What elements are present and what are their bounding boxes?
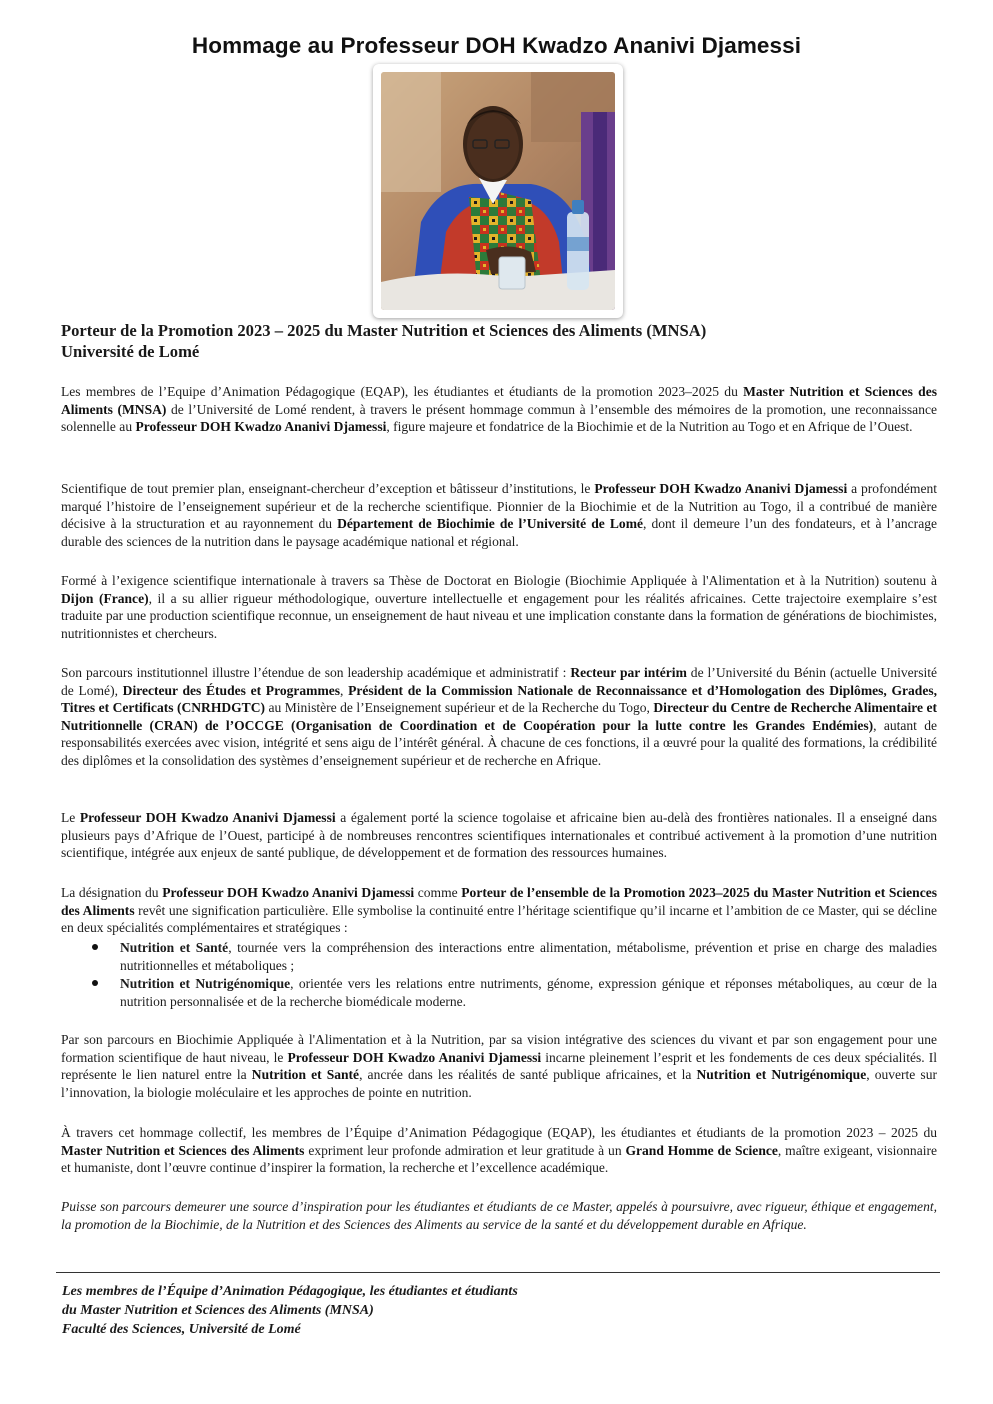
bold-text: Professeur DOH Kwadzo Ananivi Djamessi: [594, 481, 848, 496]
heading-line-1: Porteur de la Promotion 2023 – 2025 du Master Nutrition et Sciences des Aliments (MNSA): [61, 321, 707, 340]
paragraph-6: [61, 884, 937, 937]
heading-line-2: Université de Lomé: [61, 342, 200, 361]
closing-wish: Puisse son parcours demeurer une source d’inspiration pour les étudiantes et étudiants de ce Master, appelés à poursuivre, avec rigueur, éthique et engagement, la promotion de la Biochimie, de la Nutrition et des Sciences des Aliments au service de la santé et du développement durable en Afrique.: [61, 1199, 937, 1232]
signature-line-1: Les membres de l’Équipe d’Animation Pédagogique, les étudiantes et étudiants: [62, 1284, 518, 1299]
text: , orientée vers les relations entre nutriments, génome, expression génique et réponses métaboliques, au cœur de la nutrition personnalisée et de la recherche biomédicale moderne.: [120, 976, 937, 1009]
bold-text: Professeur DOH Kwadzo Ananivi Djamessi: [287, 1049, 542, 1065]
text: , ouverte sur l’innovation, la biologie moléculaire et les approches de pointe en nutrition.: [61, 1067, 937, 1100]
text: Son parcours institutionnel illustre l’étendue de son leadership académique et administratif :: [61, 665, 571, 680]
bold-text: Département de Biochimie de l’Université de Lomé: [337, 516, 644, 532]
paragraph-1: [61, 383, 937, 436]
text: , figure majeure et fondatrice de la Biochimie et de la Nutrition au Togo et en Afrique de l’Ouest.: [386, 419, 913, 435]
text: a profondément marqué l’histoire de l’enseignement supérieur et de la recherche scientifique. Pionnier de la Biochimie et de la Nutrition au Togo, il a contribué de manière décisive à la structuration et au rayonnement du: [61, 481, 938, 532]
promotion-heading: [61, 320, 941, 362]
signature-divider: [56, 1272, 940, 1273]
bold-text: Nutrition et Santé: [251, 1067, 360, 1083]
text: de l’Université de Lomé rendent, à travers le présent hommage commun à l’ensemble des mémoires de la promotion, une reconnaissance solennelle au: [61, 401, 937, 435]
list-item: [61, 975, 937, 1010]
bold-text: Porteur de l’ensemble de la Promotion 2023–2025 du Master Nutrition et Sciences des Aliments: [61, 885, 938, 918]
bold-text: Nutrition et Nutrigénomique: [120, 976, 291, 992]
bold-text: Grand Homme de Science: [625, 1142, 778, 1158]
paragraph-3: [61, 572, 937, 642]
paragraph-5: [61, 809, 937, 862]
bold-text: Professeur DOH Kwadzo Ananivi Djamessi: [79, 810, 336, 825]
signature-line-2: du Master Nutrition et Sciences des Aliments (MNSA): [62, 1303, 374, 1318]
bold-text: Professeur DOH Kwadzo Ananivi Djamessi: [162, 885, 415, 900]
bold-text: Directeur des Études et Programmes: [122, 682, 341, 698]
bold-text: Dijon (France): [61, 590, 149, 606]
text: , dont il demeure l’un des fondateurs, et à l’ancrage durable des sciences de la nutrition dans le paysage académique national et régional.: [61, 516, 937, 549]
text: , il a su allier rigueur méthodologique, ouverture intellectuelle et engagement pour les réalités africaines. Cette trajectoire exemplaire s’est traduite par une production scientifique reconnue, un enseignement de haut niveau et une implication constante dans la formation de générations de biochimistes, nutritionnistes et chercheurs.: [61, 590, 937, 641]
text: comme: [414, 885, 462, 900]
text: au Ministère de l’Enseignement supérieur et de la Recherche du Togo,: [265, 700, 654, 716]
signature-block: [62, 1282, 518, 1339]
page-title: Hommage au Professeur DOH Kwadzo Ananivi Djamessi: [191, 33, 802, 58]
text: Scientifique de tout premier plan, enseignant-chercheur d’exception et bâtisseur d’institutions, le: [61, 481, 595, 496]
text: , ancrée dans les réalités de santé publique africaines, et la: [359, 1067, 697, 1083]
bullet-icon: [92, 980, 98, 986]
bold-text: Président de la Commission Nationale de Reconnaissance et d’Homologation des Diplômes, Grades, Titres et Certificats (CNRHDGTC): [61, 682, 937, 716]
bullet-icon: [92, 944, 98, 950]
text: Les membres de l’Equipe d’Animation Pédagogique (EQAP), les étudiantes et étudiants de la promotion 2023–2025 du: [61, 384, 744, 399]
text: incarne pleinement l’esprit et les fondements de ces deux spécialités. Il représente le lien naturel entre la: [61, 1049, 938, 1083]
bold-text: Nutrition et Nutrigénomique: [696, 1067, 867, 1083]
paragraph-8: [61, 1124, 937, 1177]
text: expriment leur profonde admiration et leur gratitude à un: [304, 1142, 626, 1158]
text: de l’Université du Bénin (actuelle Université de Lomé),: [61, 665, 938, 698]
text: La désignation du: [61, 885, 163, 900]
text: revêt une signification particulière. Elle symbolise la continuité entre l’héritage scientifique qu’il incarne et l’ambition de ce Master, qui se décline en deux spécialités complémentaires et stratégiques :: [61, 902, 937, 936]
text: Le: [61, 810, 80, 825]
text: , tournée vers la compréhension des interactions entre alimentation, métabolisme, prévention et prise en charge des maladies nutritionnelles et métaboliques ;: [120, 940, 937, 973]
bold-text: Nutrition et Santé: [120, 940, 229, 955]
bold-text: Master Nutrition et Sciences des Aliments: [61, 1142, 305, 1158]
portrait-photo: [381, 72, 615, 310]
bold-text: Directeur du Centre de Recherche Alimentaire et Nutritionnelle (CRAN) de l’OCCGE (Organisation de Coordination et de Coopération pour la lutte contre les Grandes Endémies): [61, 700, 938, 733]
signature-line-3: Faculté des Sciences, Université de Lomé: [62, 1322, 301, 1337]
portrait-frame: [373, 64, 623, 318]
text: À travers cet hommage collectif, les membres de l’Équipe d’Animation Pédagogique (EQAP), les étudiantes et étudiants de la promotion 2023 – 2025 du: [61, 1125, 937, 1140]
bold-text: Recteur par intérim: [570, 665, 687, 680]
text: Formé à l’exigence scientifique internationale à travers sa Thèse de Doctorat en Biologie (Biochimie Appliquée à l'Alimentation et à la Nutrition) soutenu à: [61, 573, 937, 588]
list-item: [61, 939, 937, 974]
paragraph-4: [61, 664, 937, 770]
bold-text: Master Nutrition et Sciences des Aliments (MNSA): [61, 384, 937, 417]
paragraph-2: [61, 480, 937, 550]
text: ,: [340, 682, 349, 698]
bold-text: Professeur DOH Kwadzo Ananivi Djamessi: [135, 419, 387, 435]
text: , autant de responsabilités exercées avec vision, intégrité et sens aigu de l’intérêt général. À chacune de ces fonctions, il a œuvré pour la qualité des formations, la crédibilité des diplômes et la consolidation des systèmes d’enseignement supérieur et de recherche en Afrique.: [61, 717, 937, 768]
specialties-list: [61, 939, 937, 1010]
paragraph-7: [61, 1031, 937, 1101]
text: Par son parcours en Biochimie Appliquée à l'Alimentation et à la Nutrition, par sa vision intégrative des sciences du vivant et par son engagement pour une formation scientifique de haut niveau, le: [61, 1032, 937, 1065]
text: , maître exigeant, visionnaire et humaniste, dont l’œuvre continue d’inspirer la formation, la recherche et l’excellence académique.: [61, 1142, 938, 1176]
text: a également porté la science togolaise et africaine bien au-delà des frontières nationales. Il a enseigné dans plusieurs pays d’Afrique de l’Ouest, participé à de nombreuses rencontres scientifiques internationales et contribué activement à la promotion d’une nutrition scientifique, intégrée aux enjeux de santé publique, de développement et de formation des ressources humaines.: [61, 810, 937, 861]
